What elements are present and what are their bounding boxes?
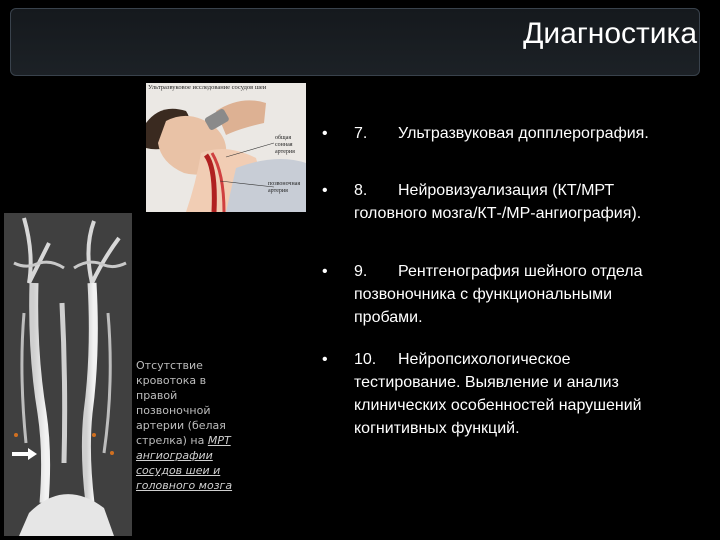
label-vertebral-line2: артерия	[268, 188, 288, 194]
label-vertebral	[268, 181, 300, 195]
item-text-rest: головного мозга/КТ-/МР-ангиография).	[354, 205, 642, 222]
label-vertebral-line1: позвоночная	[268, 181, 301, 187]
item-number: 9.	[354, 263, 368, 280]
bullet-icon: •	[322, 125, 328, 142]
bullet-icon: •	[322, 263, 328, 280]
item-text-line1: Нейровизуализация (КТ/МРТ	[398, 182, 615, 199]
item-number: 7.	[354, 125, 368, 142]
item-text-rest: позвоночника с функциональными пробами.	[354, 286, 613, 326]
item-text-line1: Рентгенография шейного отдела	[398, 263, 643, 280]
item-text-line1: Ультразвуковая допплерография.	[398, 125, 649, 142]
mra-caption-italic: МРТ ангиографии сосудов шеи и головного мозга	[136, 434, 233, 492]
item-number: 10.	[354, 351, 377, 368]
item-number: 8.	[354, 182, 368, 199]
bullet-icon: •	[322, 182, 328, 199]
ultrasound-illustration	[146, 83, 306, 212]
item-text-line1: Нейропсихологическое	[398, 351, 571, 368]
title-bar	[10, 8, 700, 76]
bullet-icon: •	[322, 351, 328, 368]
mra-angiography-image	[4, 213, 132, 536]
ultrasound-caption: Ультразвуковое исследование сосудов шеи	[148, 84, 267, 91]
mra-caption	[136, 358, 236, 493]
item-text-rest: тестирование. Выявление и анализ клинических особенностей нарушений когнитивных функций.	[354, 374, 642, 437]
label-common-carotid-line2: сонная	[275, 142, 293, 148]
label-common-carotid	[275, 135, 295, 156]
mra-caption-plain: Отсутствие кровотока в правой позвоночной артерии (белая стрелка) на	[136, 359, 226, 447]
mra-drawing	[4, 213, 132, 536]
label-common-carotid-line3: артерия	[275, 149, 295, 155]
label-common-carotid-line1: общая	[275, 135, 292, 141]
page-title: Диагностика	[523, 17, 697, 50]
white-arrow-icon	[12, 447, 38, 461]
